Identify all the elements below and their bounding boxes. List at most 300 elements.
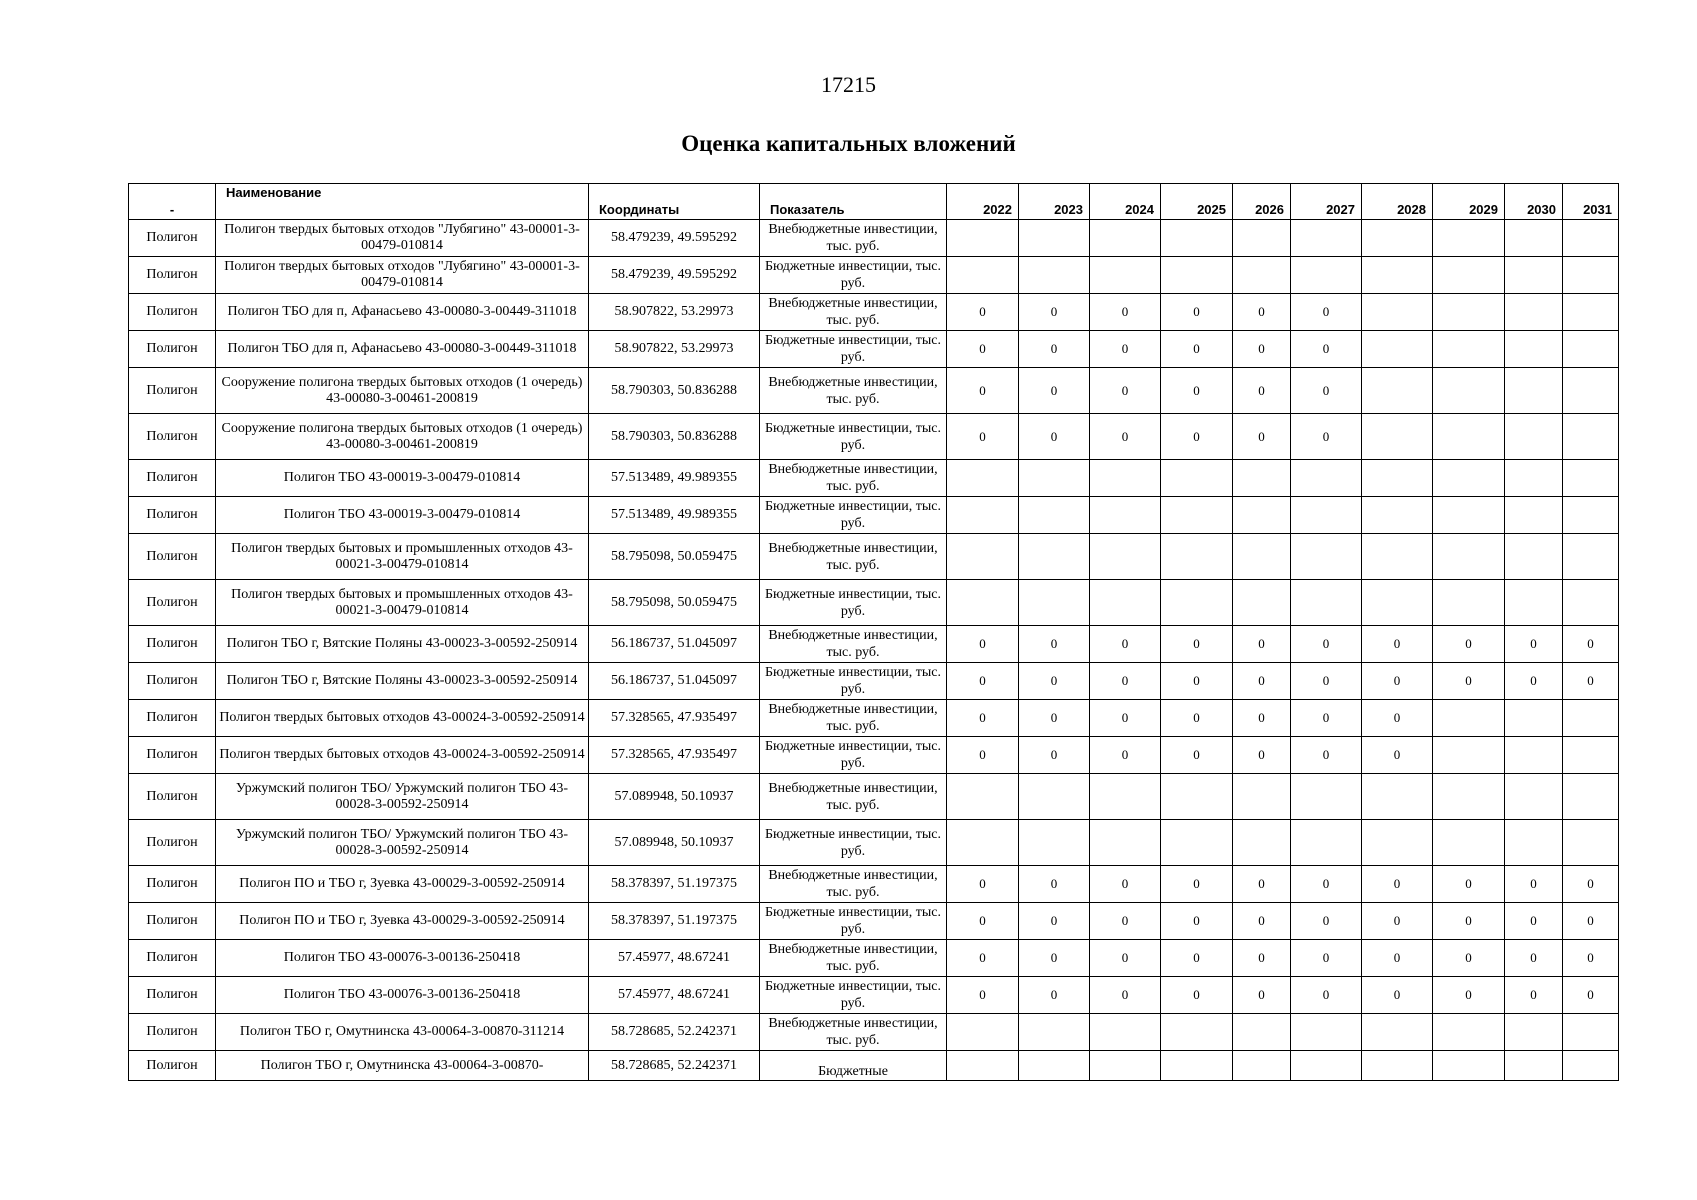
year-value-cell: 0 [1233,626,1291,663]
indicator-cell: Бюджетные инвестиции, тыс. руб. [760,257,947,294]
indicator-cell: Бюджетные [760,1051,947,1081]
object-type-cell: Полигон [129,626,216,663]
object-type-cell: Полигон [129,368,216,414]
year-value-cell [947,1014,1019,1051]
object-name-cell: Полигон твердых бытовых отходов 43-00024-3-00592-250914 [216,700,589,737]
coordinates-cell: 57.328565, 47.935497 [589,700,760,737]
year-value-cell [1291,820,1362,866]
year-value-cell [1161,534,1233,580]
year-value-cell [1505,580,1563,626]
year-value-cell: 0 [1291,626,1362,663]
column-header-indicator: Показатель [760,184,947,220]
year-value-cell: 0 [1433,663,1505,700]
year-value-cell [1505,820,1563,866]
year-value-cell [1233,774,1291,820]
coordinates-cell: 57.089948, 50.10937 [589,774,760,820]
year-value-cell [1233,580,1291,626]
year-value-cell [1563,774,1619,820]
year-value-cell: 0 [1019,626,1090,663]
year-value-cell: 0 [947,663,1019,700]
indicator-cell: Внебюджетные инвестиции, тыс. руб. [760,700,947,737]
year-value-cell [1019,1014,1090,1051]
year-value-cell: 0 [1433,940,1505,977]
table-row [129,294,1619,331]
coordinates-cell: 58.378397, 51.197375 [589,866,760,903]
object-type-cell: Полигон [129,580,216,626]
year-value-cell [1362,1014,1433,1051]
year-value-cell [1433,294,1505,331]
indicator-cell: Бюджетные инвестиции, тыс. руб. [760,820,947,866]
year-value-cell [1563,534,1619,580]
year-value-cell [1433,774,1505,820]
year-value-cell [1433,534,1505,580]
year-value-cell [1433,1014,1505,1051]
year-value-cell: 0 [1291,663,1362,700]
object-type-cell: Полигон [129,294,216,331]
object-name-cell: Полигон твердых бытовых отходов "Лубягино" 43-00001-3-00479-010814 [216,220,589,257]
year-value-cell [1291,220,1362,257]
year-value-cell [1233,820,1291,866]
object-type-cell: Полигон [129,220,216,257]
table-row [129,774,1619,820]
year-value-cell [1433,700,1505,737]
table-row [129,626,1619,663]
year-value-cell: 0 [1019,414,1090,460]
year-value-cell [1505,294,1563,331]
year-value-cell [1433,368,1505,414]
year-value-cell [1505,1051,1563,1081]
column-header-year: 2022 [947,184,1019,220]
column-header-coordinates: Координаты [589,184,760,220]
year-value-cell [1433,820,1505,866]
year-value-cell: 0 [1563,866,1619,903]
year-value-cell: 0 [1161,700,1233,737]
year-value-cell [1291,1014,1362,1051]
year-value-cell: 0 [1090,331,1161,368]
column-header-year: 2024 [1090,184,1161,220]
year-value-cell: 0 [1563,663,1619,700]
column-header-year: 2023 [1019,184,1090,220]
object-name-cell: Полигон твердых бытовых и промышленных отходов 43-00021-3-00479-010814 [216,534,589,580]
year-value-cell: 0 [947,903,1019,940]
year-value-cell [1362,497,1433,534]
year-value-cell: 0 [1090,414,1161,460]
table-row [129,460,1619,497]
year-value-cell: 0 [947,626,1019,663]
capital-investment-table [128,183,1619,1081]
indicator-cell: Бюджетные инвестиции, тыс. руб. [760,331,947,368]
year-value-cell [1161,1051,1233,1081]
year-value-cell: 0 [1563,940,1619,977]
indicator-cell: Бюджетные инвестиции, тыс. руб. [760,497,947,534]
year-value-cell [1019,1051,1090,1081]
year-value-cell: 0 [1090,626,1161,663]
year-value-cell: 0 [1362,626,1433,663]
year-value-cell: 0 [1019,294,1090,331]
year-value-cell [1505,368,1563,414]
year-value-cell [1563,294,1619,331]
year-value-cell [1505,460,1563,497]
year-value-cell: 0 [1233,331,1291,368]
year-value-cell [1161,220,1233,257]
year-value-cell [1019,534,1090,580]
year-value-cell [1090,220,1161,257]
year-value-cell [1161,820,1233,866]
object-type-cell: Полигон [129,331,216,368]
object-name-cell: Полигон ТБО 43-00019-3-00479-010814 [216,497,589,534]
object-type-cell: Полигон [129,903,216,940]
year-value-cell [1291,1051,1362,1081]
column-header-name: Наименование [216,184,589,220]
year-value-cell [1563,497,1619,534]
year-value-cell: 0 [1090,663,1161,700]
year-value-cell [1563,460,1619,497]
year-value-cell [1019,580,1090,626]
year-value-cell [1362,220,1433,257]
year-value-cell: 0 [1563,903,1619,940]
column-header-year: 2025 [1161,184,1233,220]
object-type-cell: Полигон [129,534,216,580]
year-value-cell: 0 [1233,903,1291,940]
year-value-cell: 0 [1362,737,1433,774]
table-row [129,977,1619,1014]
year-value-cell [1233,460,1291,497]
object-name-cell: Полигон ТБО г, Вятские Поляны 43-00023-3-00592-250914 [216,626,589,663]
year-value-cell: 0 [947,414,1019,460]
coordinates-cell: 58.795098, 50.059475 [589,534,760,580]
object-type-cell: Полигон [129,257,216,294]
year-value-cell [1019,220,1090,257]
year-value-cell: 0 [1019,940,1090,977]
year-value-cell [1291,257,1362,294]
indicator-cell: Внебюджетные инвестиции, тыс. руб. [760,626,947,663]
indicator-cell: Внебюджетные инвестиции, тыс. руб. [760,534,947,580]
year-value-cell: 0 [1161,294,1233,331]
year-value-cell [1505,257,1563,294]
table-row [129,1014,1619,1051]
column-header-year: 2028 [1362,184,1433,220]
year-value-cell: 0 [947,331,1019,368]
year-value-cell: 0 [1362,940,1433,977]
year-value-cell: 0 [1291,977,1362,1014]
year-value-cell [1563,700,1619,737]
year-value-cell [1505,331,1563,368]
year-value-cell: 0 [1090,977,1161,1014]
year-value-cell: 0 [1433,626,1505,663]
object-name-cell: Полигон твердых бытовых отходов "Лубягино" 43-00001-3-00479-010814 [216,257,589,294]
year-value-cell [1505,774,1563,820]
coordinates-cell: 58.728685, 52.242371 [589,1051,760,1081]
table-row [129,497,1619,534]
year-value-cell [1233,534,1291,580]
indicator-cell: Внебюджетные инвестиции, тыс. руб. [760,774,947,820]
object-type-cell: Полигон [129,977,216,1014]
year-value-cell [1433,257,1505,294]
year-value-cell [947,580,1019,626]
year-value-cell [1362,460,1433,497]
object-type-cell: Полигон [129,737,216,774]
coordinates-cell: 58.479239, 49.595292 [589,257,760,294]
indicator-cell: Внебюджетные инвестиции, тыс. руб. [760,294,947,331]
year-value-cell: 0 [1019,331,1090,368]
year-value-cell [1505,497,1563,534]
year-value-cell: 0 [1362,663,1433,700]
object-name-cell: Полигон ТБО для п, Афанасьево 43-00080-3-00449-311018 [216,294,589,331]
table-row [129,331,1619,368]
object-name-cell: Сооружение полигона твердых бытовых отходов (1 очередь) 43-00080-3-00461-200819 [216,414,589,460]
year-value-cell: 0 [1362,977,1433,1014]
year-value-cell [1233,220,1291,257]
year-value-cell [1563,1051,1619,1081]
year-value-cell: 0 [1090,903,1161,940]
year-value-cell [1362,368,1433,414]
year-value-cell: 0 [1291,700,1362,737]
object-type-cell: Полигон [129,866,216,903]
year-value-cell [1505,534,1563,580]
year-value-cell [947,1051,1019,1081]
year-value-cell [1233,497,1291,534]
object-type-cell: Полигон [129,820,216,866]
indicator-cell: Бюджетные инвестиции, тыс. руб. [760,977,947,1014]
year-value-cell: 0 [1291,737,1362,774]
indicator-cell: Бюджетные инвестиции, тыс. руб. [760,580,947,626]
column-header-year: 2027 [1291,184,1362,220]
year-value-cell: 0 [1161,940,1233,977]
year-value-cell [1505,414,1563,460]
object-name-cell: Полигон ТБО 43-00076-3-00136-250418 [216,977,589,1014]
year-value-cell: 0 [1291,294,1362,331]
object-name-cell: Полигон ТБО для п, Афанасьево 43-00080-3-00449-311018 [216,331,589,368]
year-value-cell [1362,820,1433,866]
year-value-cell: 0 [1362,866,1433,903]
year-value-cell [1563,368,1619,414]
year-value-cell [947,460,1019,497]
object-name-cell: Полигон ТБО г, Омутнинска 43-00064-3-00870-311214 [216,1014,589,1051]
year-value-cell [1433,460,1505,497]
year-value-cell: 0 [1505,866,1563,903]
year-value-cell [1362,414,1433,460]
indicator-cell: Бюджетные инвестиции, тыс. руб. [760,737,947,774]
object-type-cell: Полигон [129,663,216,700]
coordinates-cell: 58.907822, 53.29973 [589,294,760,331]
object-type-cell: Полигон [129,774,216,820]
table-row [129,866,1619,903]
indicator-cell: Бюджетные инвестиции, тыс. руб. [760,414,947,460]
year-value-cell: 0 [1505,977,1563,1014]
year-value-cell [1090,1051,1161,1081]
year-value-cell: 0 [1161,368,1233,414]
coordinates-cell: 56.186737, 51.045097 [589,663,760,700]
year-value-cell [1161,774,1233,820]
year-value-cell: 0 [1233,866,1291,903]
year-value-cell: 0 [1019,663,1090,700]
year-value-cell: 0 [947,977,1019,1014]
year-value-cell [1505,700,1563,737]
coordinates-cell: 58.790303, 50.836288 [589,368,760,414]
year-value-cell [1090,580,1161,626]
table-row [129,700,1619,737]
year-value-cell: 0 [947,737,1019,774]
year-value-cell [1433,1051,1505,1081]
year-value-cell [1090,497,1161,534]
year-value-cell: 0 [1505,663,1563,700]
year-value-cell: 0 [1019,977,1090,1014]
coordinates-cell: 56.186737, 51.045097 [589,626,760,663]
table-row [129,220,1619,257]
object-type-cell: Полигон [129,700,216,737]
year-value-cell [1161,497,1233,534]
year-value-cell [1563,580,1619,626]
table-row [129,737,1619,774]
year-value-cell: 0 [1505,903,1563,940]
table-row [129,940,1619,977]
year-value-cell: 0 [947,368,1019,414]
year-value-cell: 0 [1362,700,1433,737]
coordinates-cell: 58.378397, 51.197375 [589,903,760,940]
year-value-cell: 0 [947,294,1019,331]
year-value-cell [1291,497,1362,534]
table-row [129,414,1619,460]
year-value-cell [1433,331,1505,368]
year-value-cell: 0 [1233,977,1291,1014]
object-name-cell: Полигон твердых бытовых и промышленных отходов 43-00021-3-00479-010814 [216,580,589,626]
year-value-cell: 0 [947,700,1019,737]
year-value-cell [1563,414,1619,460]
object-type-cell: Полигон [129,1051,216,1081]
indicator-cell: Внебюджетные инвестиции, тыс. руб. [760,368,947,414]
year-value-cell [947,220,1019,257]
coordinates-cell: 57.513489, 49.989355 [589,460,760,497]
year-value-cell: 0 [1291,331,1362,368]
indicator-cell: Внебюджетные инвестиции, тыс. руб. [760,866,947,903]
object-type-cell: Полигон [129,940,216,977]
year-value-cell [947,774,1019,820]
object-name-cell: Полигон твердых бытовых отходов 43-00024-3-00592-250914 [216,737,589,774]
year-value-cell: 0 [1291,368,1362,414]
year-value-cell: 0 [1090,737,1161,774]
year-value-cell: 0 [1090,866,1161,903]
year-value-cell: 0 [1233,294,1291,331]
year-value-cell [1090,820,1161,866]
object-name-cell: Полигон ТБО 43-00076-3-00136-250418 [216,940,589,977]
year-value-cell [1433,737,1505,774]
year-value-cell: 0 [1161,866,1233,903]
year-value-cell: 0 [1233,368,1291,414]
year-value-cell: 0 [1233,663,1291,700]
year-value-cell: 0 [1291,414,1362,460]
year-value-cell: 0 [1019,700,1090,737]
object-name-cell: Полигон ПО и ТБО г, Зуевка 43-00029-3-00592-250914 [216,866,589,903]
year-value-cell: 0 [1233,414,1291,460]
table-row [129,534,1619,580]
year-value-cell [1433,414,1505,460]
indicator-cell: Бюджетные инвестиции, тыс. руб. [760,663,947,700]
year-value-cell [1019,497,1090,534]
year-value-cell: 0 [1161,737,1233,774]
coordinates-cell: 58.790303, 50.836288 [589,414,760,460]
year-value-cell: 0 [1019,903,1090,940]
year-value-cell: 0 [1161,331,1233,368]
year-value-cell: 0 [1161,977,1233,1014]
year-value-cell [947,534,1019,580]
year-value-cell: 0 [1505,940,1563,977]
year-value-cell [1291,774,1362,820]
year-value-cell [1563,737,1619,774]
object-type-cell: Полигон [129,497,216,534]
object-name-cell: Уржумский полигон ТБО/ Уржумский полигон ТБО 43-00028-3-00592-250914 [216,820,589,866]
year-value-cell [1090,774,1161,820]
year-value-cell [1362,331,1433,368]
year-value-cell: 0 [1090,294,1161,331]
year-value-cell [1563,220,1619,257]
year-value-cell: 0 [1161,903,1233,940]
year-value-cell [1019,820,1090,866]
year-value-cell [1362,1051,1433,1081]
year-value-cell [1161,580,1233,626]
object-name-cell: Полигон ТБО 43-00019-3-00479-010814 [216,460,589,497]
table-row [129,257,1619,294]
year-value-cell: 0 [1291,866,1362,903]
year-value-cell [1291,534,1362,580]
year-value-cell: 0 [1505,626,1563,663]
year-value-cell: 0 [1433,903,1505,940]
year-value-cell [1433,497,1505,534]
year-value-cell [1019,460,1090,497]
coordinates-cell: 57.45977, 48.67241 [589,977,760,1014]
year-value-cell: 0 [947,940,1019,977]
year-value-cell: 0 [1161,414,1233,460]
year-value-cell: 0 [947,866,1019,903]
year-value-cell [1090,460,1161,497]
year-value-cell [1161,460,1233,497]
document-title: Оценка капитальных вложений [681,131,1016,156]
year-value-cell [1161,1014,1233,1051]
indicator-cell: Внебюджетные инвестиции, тыс. руб. [760,1014,947,1051]
table-row [129,820,1619,866]
column-header-year: 2031 [1563,184,1619,220]
indicator-cell: Внебюджетные инвестиции, тыс. руб. [760,220,947,257]
column-header-dash: - [129,184,216,220]
year-value-cell: 0 [1433,866,1505,903]
year-value-cell [1090,534,1161,580]
year-value-cell: 0 [1019,737,1090,774]
year-value-cell: 0 [1019,866,1090,903]
year-value-cell [1362,774,1433,820]
object-name-cell: Полигон ТБО г, Вятские Поляны 43-00023-3-00592-250914 [216,663,589,700]
year-value-cell: 0 [1563,977,1619,1014]
year-value-cell: 0 [1019,368,1090,414]
year-value-cell [1161,257,1233,294]
year-value-cell [1362,257,1433,294]
coordinates-cell: 57.328565, 47.935497 [589,737,760,774]
object-name-cell: Полигон ПО и ТБО г, Зуевка 43-00029-3-00592-250914 [216,903,589,940]
table-row [129,368,1619,414]
year-value-cell [1505,737,1563,774]
year-value-cell: 0 [1563,626,1619,663]
year-value-cell: 0 [1233,940,1291,977]
indicator-cell: Внебюджетные инвестиции, тыс. руб. [760,460,947,497]
coordinates-cell: 57.45977, 48.67241 [589,940,760,977]
coordinates-cell: 57.089948, 50.10937 [589,820,760,866]
year-value-cell [947,497,1019,534]
column-header-year: 2026 [1233,184,1291,220]
year-value-cell: 0 [1161,626,1233,663]
table-row [129,663,1619,700]
year-value-cell [1362,534,1433,580]
column-header-year: 2029 [1433,184,1505,220]
column-header-year: 2030 [1505,184,1563,220]
year-value-cell [1563,820,1619,866]
